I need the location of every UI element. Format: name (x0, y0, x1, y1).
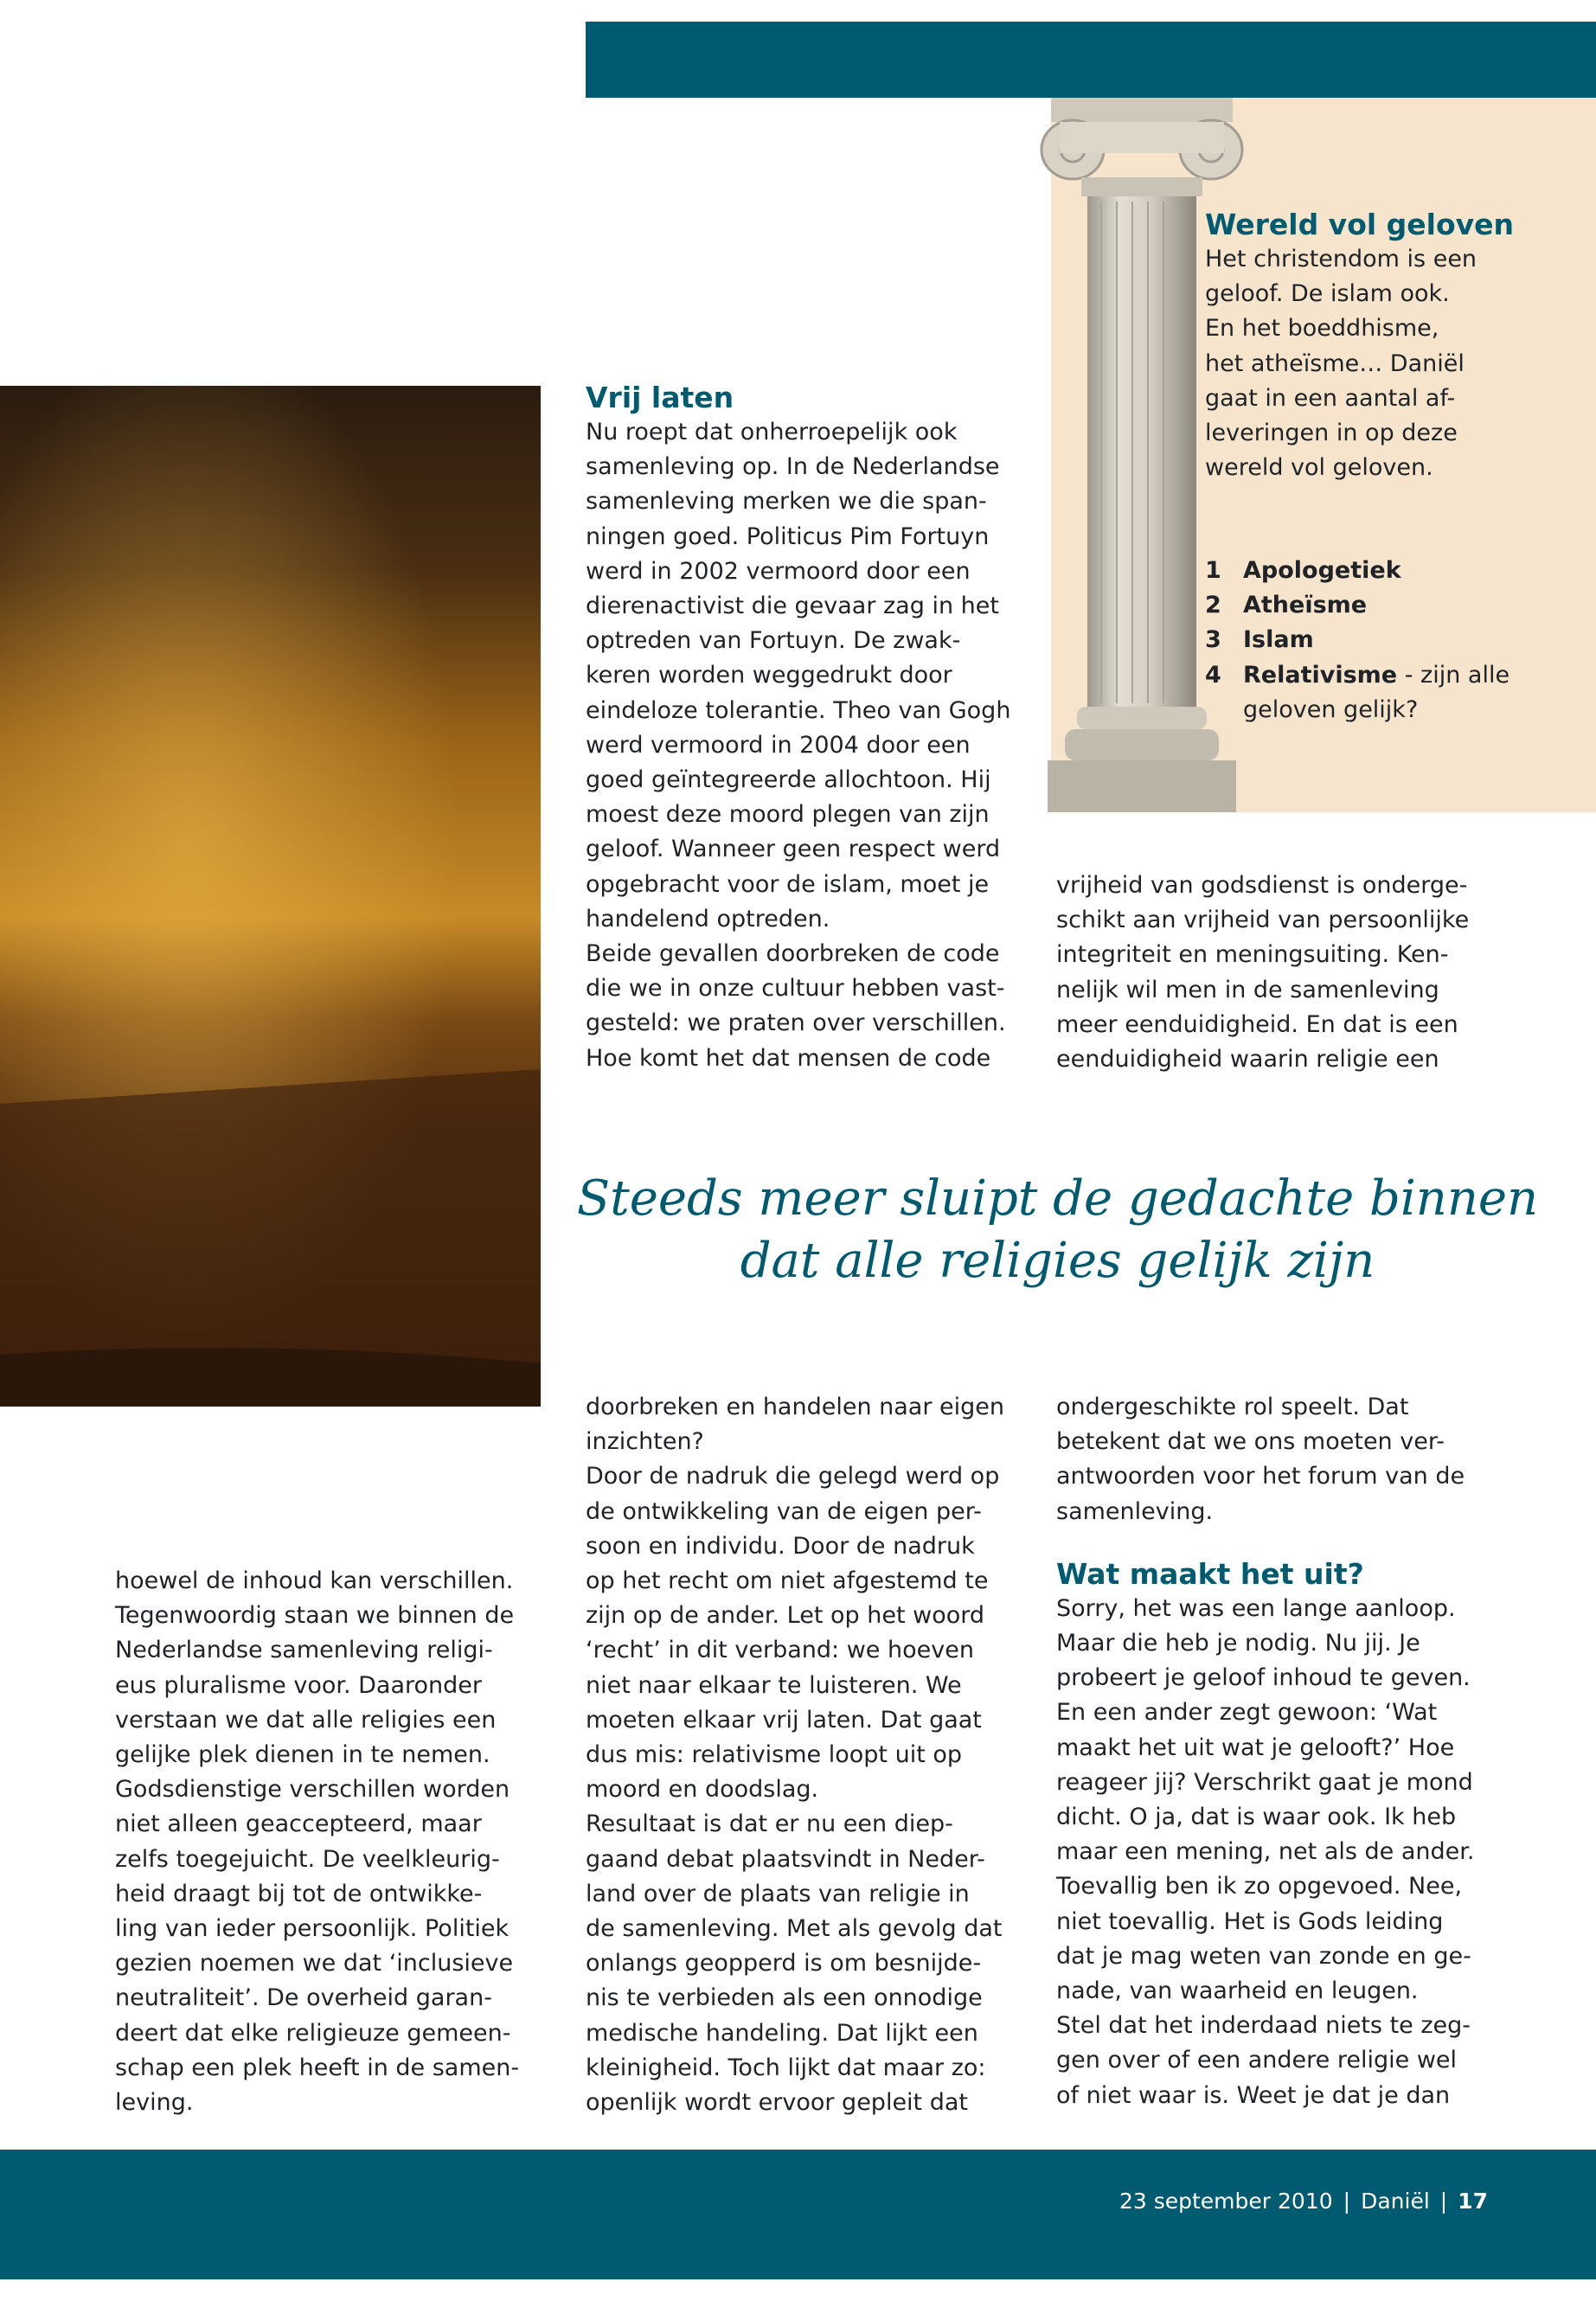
text-line: land over de plaats van religie in (586, 1880, 970, 1907)
text-line: geloof. Wanneer geen respect werd (586, 836, 1001, 863)
text-line: eenduidigheid waarin religie een (1056, 1046, 1439, 1074)
text-line: onlangs geopperd is om besnijde- (586, 1950, 982, 1977)
text-line: meer eenduidigheid. En dat is een (1056, 1010, 1458, 1038)
text-line: maakt het uit wat je gelooft?’ Hoe (1056, 1734, 1455, 1761)
text-line: verstaan we dat alle religies een (115, 1706, 497, 1734)
text-line: keren worden weggedrukt door (586, 662, 952, 689)
text-line: dus mis: relativisme loopt uit op (586, 1741, 963, 1769)
text-line: nade, van waarheid en leugen. (1056, 1977, 1419, 2005)
top-color-bar (586, 22, 1596, 98)
sidebar-line: geloof. De islam ook. (1205, 280, 1450, 308)
text-line: dierenactivist die gevaar zag in het (586, 593, 999, 620)
text-line: ningen goed. Politicus Pim Fortuyn (586, 522, 990, 550)
sidebar-line: leveringen in op deze (1205, 420, 1458, 447)
text-line: eus pluralisme voor. Daaronder (115, 1671, 483, 1699)
text-line: moest deze moord plegen van zijn (586, 801, 990, 829)
sunset-beach-photo (0, 386, 541, 1407)
text-line: schikt aan vrijheid van persoonlijke (1056, 907, 1470, 934)
text-line: nis te verbieden als een onnodige (586, 1984, 983, 2012)
text-line: Beide gevallen doorbreken de code (586, 940, 1000, 968)
magazine-name: Daniël (1361, 2189, 1430, 2214)
sidebar-line: wereld vol geloven. (1205, 454, 1433, 482)
text-line: neutraliteit’. De overheid garan- (115, 1984, 492, 2012)
text-line: leving. (115, 2089, 194, 2117)
section-heading-wat-maakt-het-uit: Wat maakt het uit? (1056, 1556, 1364, 1591)
text-line: goed geïntegreerde allochtoon. Hij (586, 766, 991, 794)
text-line: moord en doodslag. (586, 1776, 819, 1804)
text-line: handelend optreden. (586, 905, 830, 933)
text-line: die we in onze cultuur hebben vast- (586, 975, 1005, 1003)
text-line: Maar die heb je nodig. Nu jij. Je (1056, 1630, 1420, 1657)
text-line: probeert je geloof inhoud te geven. (1056, 1664, 1471, 1692)
episode-number: 4 (1205, 661, 1221, 689)
text-line: werd in 2002 vermoord door een (586, 557, 971, 585)
episode-name: Islam (1243, 626, 1314, 654)
text-line: ‘recht’ in dit verband: we hoeven (586, 1637, 974, 1664)
article-column-middle-top (586, 381, 1027, 1076)
footer-separator: | (1439, 2189, 1448, 2214)
text-line: optreden van Fortuyn. De zwak- (586, 627, 961, 655)
text-line: soon en individu. Door de nadruk (586, 1532, 975, 1560)
text-line: Door de nadruk die gelegd werd op (586, 1463, 1000, 1490)
text-line: zijn op de ander. Let op het woord (586, 1602, 985, 1630)
episode-name: Relativisme (1243, 661, 1398, 689)
text-line: kleinigheid. Toch lijkt dat maar zo: (586, 2054, 986, 2081)
text-line: deert dat elke religieuze gemeen- (115, 2019, 511, 2047)
sidebar-line: En het boeddhisme, (1205, 315, 1439, 343)
article-column-left-bottom (115, 1564, 539, 2120)
text-line: gelijke plek dienen in te nemen. (115, 1741, 490, 1769)
text-line: gesteld: we praten over verschillen. (586, 1009, 1006, 1037)
episode-item (1205, 588, 1509, 623)
pull-quote (554, 1168, 1561, 1292)
text-line: doorbreken en handelen naar eigen (586, 1394, 1005, 1420)
text-line: vrijheid van godsdienst is onderge- (1056, 872, 1468, 899)
text-line: reageer jij? Verschrikt gaat je mond (1056, 1768, 1473, 1796)
text-line: samenleving op. In de Nederlandse (586, 453, 1000, 481)
text-line: Hoe komt het dat mensen de code (586, 1044, 991, 1072)
text-line: hoewel de inhoud kan verschillen. (115, 1567, 514, 1594)
text-line: ondergeschikte rol speelt. Dat (1056, 1394, 1409, 1420)
section-heading-vrij-laten: Vrij laten (586, 381, 734, 414)
text-line: samenleving merken we die span- (586, 488, 987, 516)
page-number: 17 (1458, 2189, 1488, 2214)
episode-number: 2 (1205, 592, 1221, 619)
text-line: de ontwikkeling van de eigen per- (586, 1497, 982, 1525)
text-line: antwoorden voor het forum van de (1056, 1463, 1465, 1490)
episode-name: Apologetiek (1243, 557, 1401, 584)
sidebar-box (1205, 208, 1514, 485)
text-line: Godsdienstige verschillen worden (115, 1776, 510, 1804)
episode-name: Atheïsme (1243, 592, 1368, 619)
sidebar-line: Het christendom is een (1205, 246, 1477, 272)
text-line: Toevallig ben ik zo opgevoed. Nee, (1056, 1873, 1463, 1900)
text-line: inzichten? (586, 1428, 704, 1456)
page-footer (1119, 2186, 1488, 2217)
text-line: Resultaat is dat er nu een diep- (586, 1811, 953, 1838)
text-line: schap een plek heeft in de samen- (115, 2054, 520, 2081)
text-line: Sorry, het was een lange aanloop. (1056, 1594, 1456, 1622)
text-line: opgebracht voor de islam, moet je (586, 870, 990, 898)
text-line: Nederlandse samenleving religi- (115, 1637, 493, 1664)
text-line: Tegenwoordig staan we binnen de (115, 1602, 515, 1630)
episode-number: 3 (1205, 626, 1221, 654)
text-line: gezien noemen we dat ‘inclusieve (115, 1950, 514, 1977)
text-line: op het recht om niet afgestemd te (586, 1567, 989, 1595)
text-line: nelijk wil men in de samenleving (1056, 976, 1439, 1003)
text-line: heid draagt bij tot de ontwikke- (115, 1880, 483, 1907)
text-line: Nu roept dat onherroepelijk ook (586, 419, 958, 445)
text-line: Stel dat het inderdaad niets te zeg- (1056, 2012, 1471, 2040)
text-line: de samenleving. Met als gevolg dat (586, 1915, 1003, 1943)
footer-separator: | (1343, 2189, 1351, 2214)
issue-date: 23 september 2010 (1118, 2189, 1333, 2214)
text-line: moeten elkaar vrij laten. Dat gaat (586, 1706, 982, 1734)
article-column-right-top (1056, 868, 1497, 1077)
sidebar-title: Wereld vol geloven (1205, 208, 1515, 241)
episode-number: 1 (1205, 557, 1221, 584)
episode-item (1205, 623, 1509, 657)
text-line: samenleving. (1056, 1497, 1214, 1525)
episode-item (1205, 658, 1509, 727)
text-line: niet toevallig. Het is Gods leiding (1056, 1907, 1444, 1935)
text-line: gaand debat plaatsvindt in Neder- (586, 1845, 985, 1873)
text-line: of niet waar is. Weet je dat je dan (1056, 2081, 1451, 2109)
episode-item (1205, 554, 1509, 588)
text-line: ling van ieder persoonlijk. Politiek (115, 1915, 510, 1943)
pull-quote-line: dat alle religies gelijk zijn (740, 1233, 1375, 1289)
article-column-middle-bottom (586, 1390, 1027, 2120)
sidebar-line: gaat in een aantal af- (1205, 384, 1456, 412)
episode-subtitle-continued: geloven gelijk? (1243, 695, 1419, 723)
text-line: gen over of een andere religie wel (1056, 2047, 1458, 2074)
text-line: dicht. O ja, dat is waar ook. Ik heb (1056, 1804, 1457, 1831)
text-line: zelfs toegejuicht. De veelkleurig- (115, 1845, 500, 1873)
pull-quote-line: Steeds meer sluipt de gedachte binnen (576, 1170, 1539, 1227)
episode-list (1205, 554, 1509, 727)
text-line: maar een mening, net als de ander. (1056, 1838, 1475, 1866)
text-line: eindeloze tolerantie. Theo van Gogh (586, 696, 1011, 724)
text-line: integriteit en meningsuiting. Ken- (1056, 941, 1449, 969)
text-line: dat je mag weten van zonde en ge- (1056, 1942, 1471, 1970)
text-line: betekent dat we ons moeten ver- (1056, 1428, 1445, 1456)
text-line: En een ander zegt gewoon: ‘Wat (1056, 1699, 1438, 1727)
sidebar-line: het atheïsme… Daniël (1205, 349, 1465, 377)
article-column-right-bottom (1056, 1390, 1497, 2113)
text-line: niet naar elkaar te luisteren. We (586, 1671, 962, 1699)
text-line: openlijk wordt ervoor gepleit dat (586, 2089, 968, 2117)
text-line: niet alleen geaccepteerd, maar (115, 1811, 482, 1838)
text-line: medische handeling. Dat lijkt een (586, 2019, 978, 2047)
episode-subtitle: - zijn alle (1397, 661, 1510, 689)
text-line: werd vermoord in 2004 door een (586, 731, 971, 759)
